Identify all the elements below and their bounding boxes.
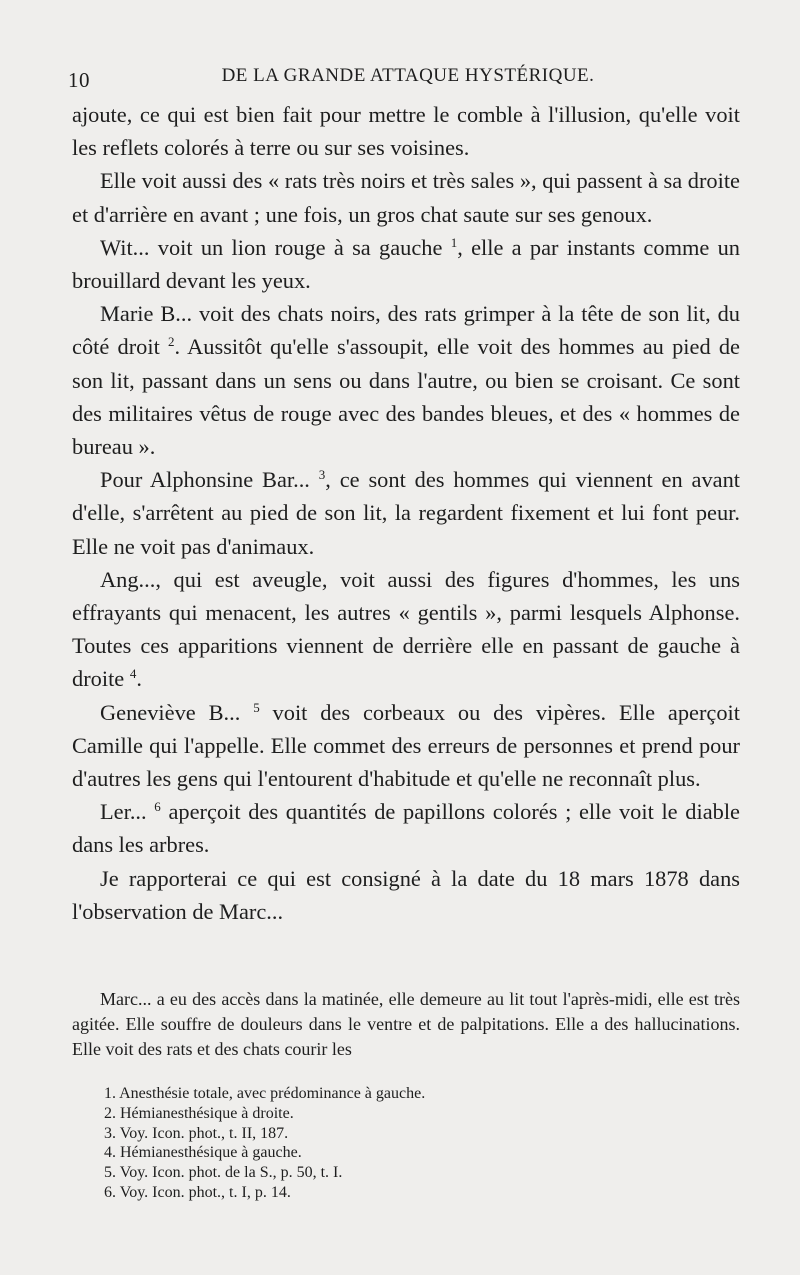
footnote: 6. Voy. Icon. phot., t. I, p. 14. (104, 1183, 291, 1201)
footnote: 4. Hémianesthésique à gauche. (104, 1144, 302, 1162)
footnote: 3. Voy. Icon. phot., t. II, 187. (104, 1124, 289, 1142)
footnotes (104, 1084, 704, 1203)
quoted-observation (72, 987, 740, 1062)
paragraph: Elle voit aussi des « rats très noirs et très sales », qui passent à sa droite et d'arrière en avant ; une fois, un gros chat saute sur ses genoux. (72, 168, 740, 227)
paragraph: ajoute, ce qui est bien fait pour mettre le comble à l'illusion, qu'elle voit les reflets colorés à terre ou sur ses voisines. (72, 102, 740, 161)
paragraph: Pour Alphonsine Bar... $^3$, ce sont des hommes qui viennent en avant d'elle, s'arrêtent au pied de son lit, la regardent fixement et lui font peur. Elle ne voit pas d'animaux. (72, 467, 741, 559)
running-title: DE LA GRANDE ATTAQUE HYSTÉRIQUE. (221, 65, 595, 86)
paragraph: Ler... $^6$ aperçoit des quantités de papillons colorés ; elle voit le diable dans les arbres. (72, 799, 740, 858)
footnote: 2. Hémianesthésique à droite. (104, 1104, 294, 1122)
paragraph: Je rapporterai ce qui est consigné à la date du 18 mars 1878 dans l'observation de Marc... (72, 865, 740, 924)
footnote: 5. Voy. Icon. phot. de la S., p. 50, t. I. (104, 1164, 343, 1182)
footnote-ref: 2 (168, 334, 175, 350)
paragraph: Marie B... voit des chats noirs, des rats grimper à la tête de son lit, du côté droit $^2$. Aussitôt qu'elle s'assoupit, elle voit des hommes au pied de son lit, passant dans un sens ou dans l'autre, ou bien se croisant. Ce sont des militaires vêtus de rouge avec des bandes bleues, et des « hommes de bureau ». (72, 301, 740, 460)
quote-text: Marc... a eu des accès dans la matinée, elle demeure au lit tout l'après-midi, elle est très agitée. Elle souffre de douleurs dans le ventre et de palpitations. Elle a des hallucinations. Elle voit des rats et des chats courir les (72, 989, 740, 1059)
footnote-ref: 3 (318, 467, 326, 483)
paragraph: Wit... voit un lion rouge à sa gauche $^1$, elle a par instants comme un brouillard devant les yeux. (72, 234, 741, 294)
page-number: 10 (68, 68, 90, 92)
footnote: 1. Anesthésie totale, avec prédominance à gauche. (104, 1085, 426, 1102)
footnote-ref: 5 (253, 699, 260, 715)
main-text (72, 98, 740, 928)
paragraph: Geneviève B... $^5$ voit des corbeaux ou des vipères. Elle aperçoit Camille qui l'appelle. Elle commet des erreurs de personnes et prend pour d'autres les gens qui l'entourent d'habitude et qu'elle ne reconnaît plus. (72, 699, 740, 792)
paragraph: Ang..., qui est aveugle, voit aussi des figures d'hommes, les uns effrayants qui menacent, les autres « gentils », parmi lesquels Alphonse. Toutes ces apparitions viennent de derrière elle en passant de gauche à droite $^4$. (72, 566, 740, 692)
footnote-ref: 4 (129, 666, 137, 682)
running-header (68, 62, 748, 92)
footnote-ref: 6 (154, 799, 161, 815)
footnote-ref: 1 (450, 234, 458, 250)
